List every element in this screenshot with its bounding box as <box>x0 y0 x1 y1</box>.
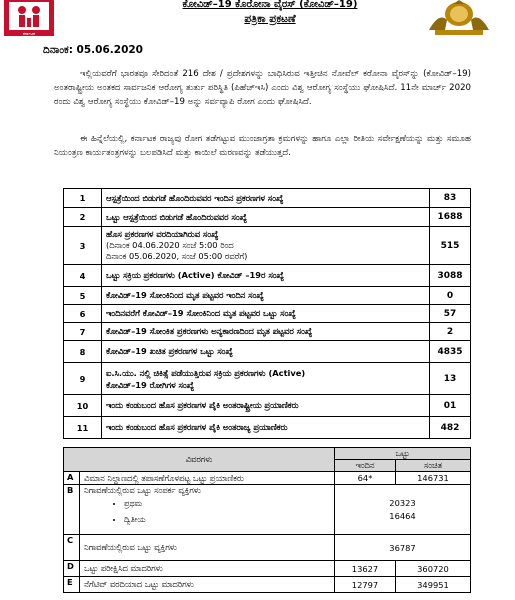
row-today-value: 64* <box>335 472 396 485</box>
row-number: 8 <box>64 341 102 363</box>
row-value: 4835 <box>430 341 471 363</box>
list-item: • ಪ್ರಥಮ <box>124 496 330 512</box>
header-cumulative: ಸಂಚಿತ <box>396 460 471 472</box>
table-row <box>64 189 471 208</box>
logo-left-text: ಕರ್ನಾಟಕ <box>23 31 35 36</box>
table-row <box>64 265 471 287</box>
table-row <box>64 287 471 305</box>
covid-statistics-table <box>63 188 471 439</box>
row-description: ಕೋವಿಡ್–19 ಸೋಂಕಿತ ಪ್ರಕರಣಗಳು ಅನ್ಯಕಾರಣದಿಂದ ಮೃತ ಪಟ್ಟವರ ಸಂಖ್ಯೆ <box>102 323 430 341</box>
row-value: 0 <box>430 287 471 305</box>
row-number: 11 <box>64 417 102 439</box>
row-description-text: ನಿಗಾವಣೆಯಲ್ಲಿರುವ ಒಟ್ಟು ಸಂಪರ್ಕ ವ್ಯಕ್ತಿಗಳು <box>84 485 201 495</box>
row-description: ನೆಗೆಟಿವ್ ವರದಿಯಾದ ಒಟ್ಟು ಮಾದರಿಗಳು <box>80 577 335 593</box>
intro-paragraph <box>54 67 471 109</box>
row-description: ಒಟ್ಟು ಆಸ್ಪತ್ರೆಯಿಂದ ಬಿಡುಗಡೆ ಹೊಂದಿರುವವರ ಸಂಖ್ಯೆ <box>102 208 430 227</box>
row-description <box>80 485 335 535</box>
header-today: ಇಂದಿನ <box>335 460 396 472</box>
row-description: ವಿಮಾನ ನಿಲ್ದಾಣದಲ್ಲಿ ತಪಾಸಣೆಗೊಳಪಟ್ಟ ಒಟ್ಟು ಪ್ರಯಾಣಿಕರು <box>80 472 335 485</box>
row-number: 9 <box>64 363 102 395</box>
row-letter: E <box>64 577 80 593</box>
row-value: 83 <box>430 189 471 208</box>
table-row <box>64 395 471 417</box>
row-description: ನಿಗಾವಣೆಯಲ್ಲಿರುವ ಒಟ್ಟು ವ್ಯಕ್ತಿಗಳು <box>80 535 335 561</box>
row-value: 2 <box>430 323 471 341</box>
row-description: ಇಂದಿನವರೆಗೆ ಕೋವಿಡ್–19 ಸೋಂಕಿನಿಂದ ಮೃತ ಪಟ್ಟವರ ಒಟ್ಟು ಸಂಖ್ಯೆ <box>102 305 430 323</box>
table-row <box>64 577 471 593</box>
row-cumulative-value: 349951 <box>396 577 471 593</box>
row-total-value: 36787 <box>335 535 471 561</box>
row-cumulative-value: 146731 <box>396 472 471 485</box>
row-description: ಇಂದು ಕಂಡುಬಂದ ಹೊಸ ಪ್ರಕರಣಗಳ ಪೈಕಿ ಅಂತರಾಷ್ಟ್ರೀಯ ಪ್ರಯಾಣಿಕರು <box>102 395 430 417</box>
secondary-contacts-value: 16464 <box>389 510 416 521</box>
release-date: ದಿನಾಂಕ: 05.06.2020 <box>43 44 143 56</box>
row-number: 3 <box>64 227 102 265</box>
table-row <box>64 535 471 561</box>
row-description: ಒಟ್ಟು ಸಕ್ರಿಯ ಪ್ರಕರಣಗಳು (Active) ಕೋವಿಡ್ –19ರ ಸಂಖ್ಯೆ <box>102 265 430 287</box>
row-letter: D <box>64 561 80 577</box>
contact-list <box>84 496 330 528</box>
row-description <box>102 227 430 265</box>
intro-paragraph-text: ಇಲ್ಲಿಯವರೆಗೆ ಭಾರತವೂ ಸೇರಿದಂತೆ 216 ದೇಶ / ಪ್ರದೇಶಗಳನ್ನು ಬಾಧಿಸಿರುವ ಇತ್ತೀಚಿನ ನೋವೆಲ್ ಕರೋನಾ ವೈರಸ್‌ನ್ನು (ಕೋವಿಡ್–19) ಅಂತರಾಷ್ಟ್ರೀಯ ಅಂತಕದ ಸಾರ್ವಜನಿಕ ಆರೋಗ್ಯ ತುರ್ತು ಪರಿಸ್ಥಿತಿ (ಪಿಹೆಚ್‌ಇಸಿ) ಎಂದು ವಿಶ್ವ ಆರೋಗ್ಯ ಸಂಸ್ಥೆಯು ಘೋಷಿಸಿದೆ. 11ನೇ ಮಾರ್ಚ್ 2020 ರಂದು ವಿಶ್ವ ಆರೋಗ್ಯ ಸಂಸ್ಥೆಯು ಕೋವಿಡ್–19 ಅನ್ನು ಸರ್ವವ್ಯಾಪಿ ರೋಗ ಎಂದು ಘೋಷಿಸಿದೆ. <box>54 69 471 107</box>
table-row <box>64 208 471 227</box>
row-today-value: 13627 <box>335 561 396 577</box>
row-value: 57 <box>430 305 471 323</box>
table-row <box>64 561 471 577</box>
row-number: 1 <box>64 189 102 208</box>
row-cumulative-value: 360720 <box>396 561 471 577</box>
table-row <box>64 417 471 439</box>
table-row <box>64 323 471 341</box>
table-row <box>64 363 471 395</box>
row-number: 7 <box>64 323 102 341</box>
table-header-row <box>64 448 471 460</box>
row-number: 10 <box>64 395 102 417</box>
table-row <box>64 472 471 485</box>
row-description-line: (ದಿನಾಂಕ 04.06.2020 ಸಂಜೆ 5:00 ರಿಂದ <box>106 240 234 250</box>
row-value: 3088 <box>430 265 471 287</box>
row-number: 2 <box>64 208 102 227</box>
context-paragraph-text: ಈ ಹಿನ್ನೆಲೆಯಲ್ಲಿ, ಕರ್ನಾಟಕ ರಾಜ್ಯವು ರೋಗ ತಡೆಗಟ್ಟುವ ಮುಂಜಾಗ್ರತಾ ಕ್ರಮಗಳನ್ನು ಹಾಗೂ ಎಲ್ಲಾ ರೀತಿಯ ಸರ್ವೇಕ್ಷಣೆಯನ್ನು ಮತ್ತು ಸಮೂಹ ನಿಯಂತ್ರಣ ಕಾರ್ಯತಂತ್ರಗಳನ್ನು ಬಲಪಡಿಸಿದೆ ಮತ್ತು ಕಾಯಿಲೆ ಮರಣವನ್ನು ತಡೆಯುತ್ತದೆ. <box>54 134 471 158</box>
row-letter: A <box>64 472 80 485</box>
context-paragraph <box>54 132 471 160</box>
header-details: ವಿವರಗಳು <box>64 448 335 472</box>
header-total: ಒಟ್ಟು <box>335 448 471 460</box>
press-header-title: ಕೋವಿಡ್–19 ಕೊರೋನಾ ವೈರಸ್ (ಕೋವಿಡ್–19) <box>182 0 358 10</box>
row-value: 482 <box>430 417 471 439</box>
row-description: ಆಸ್ಪತ್ರೆಯಿಂದ ಬಿಡುಗಡೆ ಹೊಂದಿರುವವರ ಇಂದಿನ ಪ್ರಕರಣಗಳ ಸಂಖ್ಯೆ <box>102 189 430 208</box>
row-letter: C <box>64 535 80 561</box>
table-row <box>64 341 471 363</box>
surveillance-table <box>63 447 471 593</box>
row-today-value: 12797 <box>335 577 396 593</box>
list-item: • ದ್ವಿತೀಯ <box>124 512 330 528</box>
row-description: ಕೋವಿಡ್–19 ಸೋಂಕಿನಿಂದ ಮೃತ ಪಟ್ಟವರ ಇಂದಿನ ಸಂಖ್ಯೆ <box>102 287 430 305</box>
health-department-logo <box>0 0 58 40</box>
table-row <box>64 485 471 535</box>
row-value: 01 <box>430 395 471 417</box>
row-description-line: ಕೋವಿಡ್–19 ರೋಗಿಗಳ ಸಂಖ್ಯೆ <box>106 379 195 390</box>
row-description-line: ದಿನಾಂಕ 05.06.2020, ಸಂಜೆ 05:00 ರವರೆಗೆ) <box>106 251 248 261</box>
row-value: 1688 <box>430 208 471 227</box>
row-description: ಕೋವಿಡ್–19 ಖಚಿತ ಪ್ರಕರಣಗಳ ಒಟ್ಟು ಸಂಖ್ಯೆ <box>102 341 430 363</box>
row-number: 4 <box>64 265 102 287</box>
row-value: 515 <box>430 227 471 265</box>
row-description <box>102 363 430 395</box>
row-description: ಇಂದು ಕಂಡುಬಂದ ಹೊಸ ಪ್ರಕರಣಗಳ ಪೈಕಿ ಅಂತರಾಜ್ಯ ಪ್ರಯಾಣಿಕರು <box>102 417 430 439</box>
row-description-line: ಐ.ಸಿ.ಯು. ನಲ್ಲಿ ಚಿಕಿತ್ಸೆ ಪಡೆಯುತ್ತಿರುವ ಸಕ್ರಿಯ ಪ್ರಕರಣಗಳು (Active) <box>106 367 306 378</box>
table-row <box>64 305 471 323</box>
row-number: 5 <box>64 287 102 305</box>
press-release-heading: ಪತ್ರಿಕಾ ಪ್ರಕಟಣೆ <box>244 13 296 25</box>
table-row <box>64 227 471 265</box>
row-values <box>335 485 471 535</box>
row-description-line: ಹೊಸ ಪ್ರಕರಣಗಳ ವರದಿಯಾಗಿರುವ ಸಂಖ್ಯೆ <box>106 229 219 239</box>
row-letter: B <box>64 485 80 535</box>
row-value: 13 <box>430 363 471 395</box>
primary-contacts-value: 20323 <box>389 497 416 508</box>
row-description: ಒಟ್ಟು ಪರೀಕ್ಷಿಸಿದ ಮಾದರಿಗಳು <box>80 561 335 577</box>
state-emblem <box>425 0 493 38</box>
row-number: 6 <box>64 305 102 323</box>
